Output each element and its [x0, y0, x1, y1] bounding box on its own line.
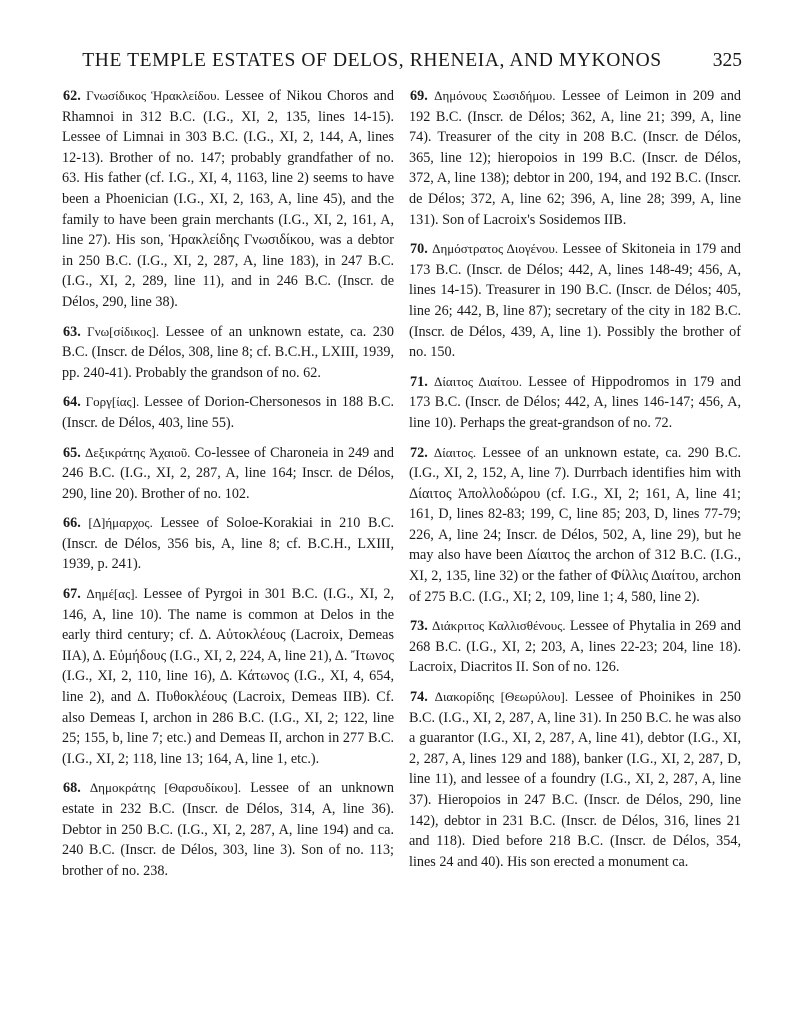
left-column — [62, 86, 394, 890]
entry-text: Lessee of Hippodromos in 179 and 173 B.C. (Inscr. de Délos; 442, A, lines 146-147; 456, A, line 10). Perhaps the great-grandson of no. 72. — [409, 373, 742, 431]
right-column — [409, 86, 741, 881]
entry-name: Δημοκράτης [Θαρσυδίκου]. — [89, 780, 242, 796]
entry-name: Δημόνους Σωσιδήμου. — [434, 88, 556, 103]
entry-text: Lessee of Soloe-Korakiai in 210 B.C. (Inscr. de Délos, 356 bis, A, line 8; cf. B.C.H., LXIII, 1939, p. 241). — [62, 515, 394, 573]
entry-text: Lessee of Skitoneia in 179 and 173 B.C. (Inscr. de Délos; 442, A, lines 148-49; 456, A, lines 14-15). Treasurer in 190 B.C. (Inscr. de Délos; 405, line 26; 442, B, line 87); secretary of the city in 182 B.C. (Inscr. de Délos, 439, A, line 1). Possibly the brother of no. 150. — [409, 241, 742, 361]
entry-name: Διάκριτος Καλλισθένους. — [432, 618, 566, 634]
entry-text: Lessee of an unknown estate, ca. 290 B.C. (I.G., XI, 2, 152, A, line 7). Durrbach identifies him with Δίαιτος Ἀπολλοδώρου (cf. I.G., XI, 2; 161, A, line 41; 161, D, lines 82-83; 199, C, line 85; 203, D, lines 77-79; 226, A, line 24; Inscr. de Délos, 502, A, line 29), but he may also have been Δίαιτος the archon of 312 B.C. (I.G., XI, 2, 135, line 32) or the father of Φίλλις Διαίτου, archon of 275 B.C. (I.G., XI; 2, 109, line 1; 4, 580, line 2). — [409, 444, 742, 605]
page-header — [62, 48, 742, 78]
entry-number: 72. — [410, 444, 428, 461]
entry-72 — [409, 443, 741, 608]
entry-number: 62. — [63, 88, 81, 104]
entry-74 — [409, 687, 741, 872]
entry-name: Γνωσίδικος Ἡρακλείδου. — [86, 88, 220, 103]
page-number: 325 — [712, 50, 742, 71]
entry-name: Δημόστρατος Διογένου. — [432, 241, 559, 257]
entry-text: Co-lessee of Charoneia in 249 and 246 B.C. (I.G., XI, 2, 287, A, line 164; Inscr. de Délos, 290, line 20). Brother of no. 102. — [62, 444, 395, 502]
entry-number: 69. — [410, 88, 428, 104]
entry-65 — [62, 443, 394, 505]
entry-68 — [62, 778, 394, 881]
entry-text: Lessee of Phoinikes in 250 B.C. (I.G., XI, 2, 287, A, line 31). In 250 B.C. he was also a guarantor (I.G., XI, 2, 287, A, line 41), debtor (I.G., XI, 2, 287, A, lines 129 and 188), banker (I.G., XI, 2, 287, D, line 11), and lessee of a foundry (I.G., XI, 2, 287, A, line 37). Hieropoios in 247 B.C. (Inscr. de Délos, 290, line 142), debtor in 231 B.C. (Inscr. de Délos, 316, lines 21 and 118). Died before 218 B.C. (Inscr. de Délos, 354, lines 24 and 40). His son erected a monument ca. — [409, 689, 742, 870]
entry-number: 64. — [63, 394, 81, 411]
entry-73 — [409, 616, 741, 678]
entry-70 — [409, 239, 741, 363]
entry-text: Lessee of Nikou Choros and Rhamnoi in 312 B.C. (I.G., XI, 2, 135, lines 14-15). Lessee of Limnai in 303 B.C. (I.G., XI, 2, 144, A, lines 12-13). Brother of no. 147; probably grandfather of no. 63. His father (cf. I.G., XI, 4, 1163, line 2) seems to have been a Phoenician (I.G., XI, 2, 163, A, line 45), and the family to have been grain merchants (I.G., XI, 2, 161, A, line 27). His son, Ἡρακλείδης Γνωσιδίκου, was a debtor in 250 B.C. (I.G., XI, 2, 287, A, line 183), in 247 B.C. (I.G., XI, 2, 289, line 11), and in 246 B.C. (Inscr. de Délos, 290, line 38). — [62, 88, 394, 310]
entry-66 — [62, 513, 394, 575]
entry-name: Γοργ[ίας]. — [85, 394, 140, 410]
entry-number: 73. — [410, 618, 428, 635]
entry-67 — [62, 584, 394, 769]
entry-name: Δημέ[ας]. — [86, 586, 138, 602]
entry-number: 71. — [410, 373, 428, 390]
entry-name: Δίαιτος. — [433, 444, 477, 460]
entry-name: Διακορίδης [Θεωρύλου]. — [434, 689, 569, 705]
entry-62 — [62, 86, 394, 313]
entry-69 — [409, 86, 741, 230]
entry-text: Lessee of an unknown estate, ca. 230 B.C. (Inscr. de Délos, 308, line 8; cf. B.C.H., LXIII, 1939, pp. 240-41). Probably the grandson of no. 62. — [62, 323, 394, 381]
entry-71 — [409, 372, 741, 434]
entry-text: Lessee of Dorion-Chersonesos in 188 B.C. (Inscr. de Délos, 403, line 55). — [62, 394, 394, 431]
running-title: THE TEMPLE ESTATES OF DELOS, RHENEIA, AND MYKONOS — [82, 50, 662, 71]
entry-number: 65. — [63, 444, 81, 461]
entry-63 — [62, 322, 394, 384]
entry-text: Lessee of Phytalia in 269 and 268 B.C. (I.G., XI, 2; 203, A, lines 22-23; 204, line 18). Lacroix, Diacritos II. Son of no. 126. — [409, 618, 742, 676]
entry-name: Δεξικράτης Ἀχαιοῦ. — [84, 444, 191, 460]
entry-name: [Δ]ήμαρχος. — [88, 515, 153, 531]
entry-number: 68. — [63, 780, 81, 797]
entry-number: 70. — [410, 241, 428, 258]
entry-name: Γνω[σίδικος]. — [87, 323, 160, 339]
entry-text: Lessee of Leimon in 209 and 192 B.C. (Inscr. de Délos; 362, A, line 21; 399, A, line 74). Treasurer of the city in 208 B.C. (Inscr. de Délos, 365, line 12); hieropoios in 199 B.C. (Inscr. de Délos, 372, A, line 138); debtor in 200, 194, and 192 B.C. (Inscr. de Délos; 372, A, line 62; 396, A, line 28; 399, A, line 131). Son of Lacroix's Sosidemos IIB. — [409, 88, 742, 228]
entry-text: Lessee of an unknown estate in 232 B.C. (Inscr. de Délos, 314, A, line 36). Debtor in 250 B.C. (I.G., XI, 2, 287, A, line 194) and ca. 240 B.C. (Inscr. de Délos, 303, line 3). Son of no. 113; brother of no. 238. — [62, 780, 395, 879]
entry-number: 66. — [63, 515, 81, 532]
entry-name: Δίαιτος Διαίτου. — [434, 373, 522, 389]
entry-64 — [62, 392, 394, 433]
entry-number: 63. — [63, 323, 81, 340]
entry-number: 74. — [410, 689, 428, 706]
entry-text: Lessee of Pyrgoi in 301 B.C. (I.G., XI, 2, 146, A, line 10). The name is common at Delos in the early third century; cf. Δ. Αὐτοκλέους (Lacroix, Demeas IIA), Δ. Εὐμήδους (I.G., XI, 2, 224, A, line 21), Δ. Ἴτωνος (I.G., XI, 2, 110, line 16), Δ. Κάτωνος (I.G., XI, 4, 654, line 2), and Δ. Πυθοκλέους (Lacroix, Demeas IIB). Cf. also Demeas I, archon in 286 B.C. (I.G., XI, 2; 122, line 25; 155, b, line 7; etc.) and Demeas II, archon in 277 B.C. (I.G., XI, 2; 118, line 13; 164, A, line 1, etc.). — [62, 586, 395, 767]
entry-number: 67. — [63, 586, 81, 603]
